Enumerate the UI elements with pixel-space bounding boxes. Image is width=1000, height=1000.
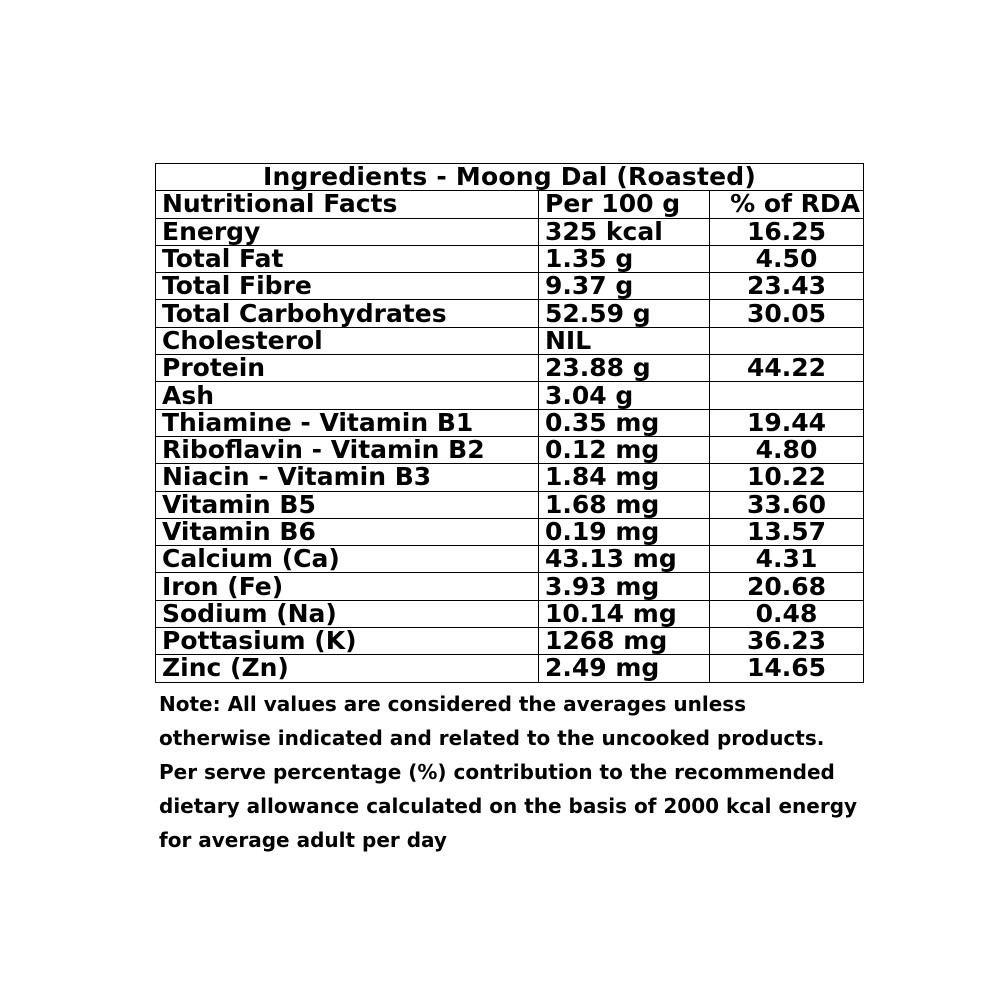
nutrient-name: Niacin - Vitamin B3 (156, 464, 539, 491)
nutrient-name: Thiamine - Vitamin B1 (156, 409, 539, 436)
nutrient-name: Calcium (Ca) (156, 546, 539, 573)
table-row (156, 327, 864, 354)
table-row (156, 409, 864, 436)
nutrition-label (155, 163, 863, 858)
nutrient-rda: 20.68 (710, 573, 864, 600)
nutrient-rda: 4.50 (710, 245, 864, 272)
column-header-per-100g: Per 100 g (539, 191, 710, 218)
table-row (156, 491, 864, 518)
nutrient-rda: 30.05 (710, 300, 864, 327)
table-row (156, 600, 864, 627)
nutrient-name: Protein (156, 355, 539, 382)
nutrient-rda: 10.22 (710, 464, 864, 491)
table-row (156, 245, 864, 272)
nutrient-rda: 13.57 (710, 518, 864, 545)
nutrient-name: Total Fat (156, 245, 539, 272)
table-row (156, 273, 864, 300)
table-row (156, 628, 864, 655)
nutrient-rda: 4.31 (710, 546, 864, 573)
nutrient-amount: 1268 mg (539, 628, 710, 655)
nutrient-amount: 9.37 g (539, 273, 710, 300)
nutrient-amount: NIL (539, 327, 710, 354)
nutrient-name: Vitamin B6 (156, 518, 539, 545)
table-row (156, 218, 864, 245)
nutrient-amount: 23.88 g (539, 355, 710, 382)
table-row (156, 655, 864, 682)
table-row (156, 382, 864, 409)
nutrient-rda: 16.25 (710, 218, 864, 245)
column-header-nutrient: Nutritional Facts (156, 191, 539, 218)
nutrient-amount: 0.19 mg (539, 518, 710, 545)
nutrient-name: Total Fibre (156, 273, 539, 300)
nutrient-rows (156, 218, 864, 682)
nutrient-amount: 3.04 g (539, 382, 710, 409)
nutrient-name: Pottasium (K) (156, 628, 539, 655)
nutrient-name: Zinc (Zn) (156, 655, 539, 682)
table-row (156, 355, 864, 382)
nutrient-rda: 36.23 (710, 628, 864, 655)
nutrient-rda: 4.80 (710, 436, 864, 463)
nutrient-name: Vitamin B5 (156, 491, 539, 518)
footnote: Note: All values are considered the averages unless otherwise indicated and related to the uncooked products. Per serve percentage (%) contribution to the recommended dietary allowance calculated on the basis of 2000 kcal energy for average adult per day (159, 691, 858, 853)
nutrient-amount: 0.12 mg (539, 436, 710, 463)
nutrient-amount: 10.14 mg (539, 600, 710, 627)
column-header-rda: % of RDA (710, 191, 864, 218)
nutrient-name: Sodium (Na) (156, 600, 539, 627)
nutrient-name: Cholesterol (156, 327, 539, 354)
nutrient-rda (710, 382, 864, 409)
nutrient-rda: 14.65 (710, 655, 864, 682)
nutrient-name: Ash (156, 382, 539, 409)
nutrient-rda: 19.44 (710, 409, 864, 436)
nutrient-name: Riboflavin - Vitamin B2 (156, 436, 539, 463)
table-row (156, 436, 864, 463)
table-title: Ingredients - Moong Dal (Roasted) (156, 164, 864, 191)
table-row (156, 546, 864, 573)
nutrient-name: Energy (156, 218, 539, 245)
nutrient-amount: 1.35 g (539, 245, 710, 272)
nutrient-amount: 325 kcal (539, 218, 710, 245)
nutrient-rda: 23.43 (710, 273, 864, 300)
nutrient-amount: 3.93 mg (539, 573, 710, 600)
header-row (156, 191, 864, 218)
nutrient-name: Iron (Fe) (156, 573, 539, 600)
table-row (156, 464, 864, 491)
nutrient-amount: 0.35 mg (539, 409, 710, 436)
nutrient-amount: 52.59 g (539, 300, 710, 327)
table-row (156, 518, 864, 545)
nutrient-amount: 2.49 mg (539, 655, 710, 682)
title-row (156, 164, 864, 191)
nutrient-rda (710, 327, 864, 354)
table-row (156, 573, 864, 600)
nutrition-table (155, 163, 864, 683)
nutrient-rda: 33.60 (710, 491, 864, 518)
nutrient-amount: 43.13 mg (539, 546, 710, 573)
nutrient-name: Total Carbohydrates (156, 300, 539, 327)
nutrient-amount: 1.68 mg (539, 491, 710, 518)
nutrient-amount: 1.84 mg (539, 464, 710, 491)
nutrient-rda: 44.22 (710, 355, 864, 382)
nutrient-rda: 0.48 (710, 600, 864, 627)
table-row (156, 300, 864, 327)
